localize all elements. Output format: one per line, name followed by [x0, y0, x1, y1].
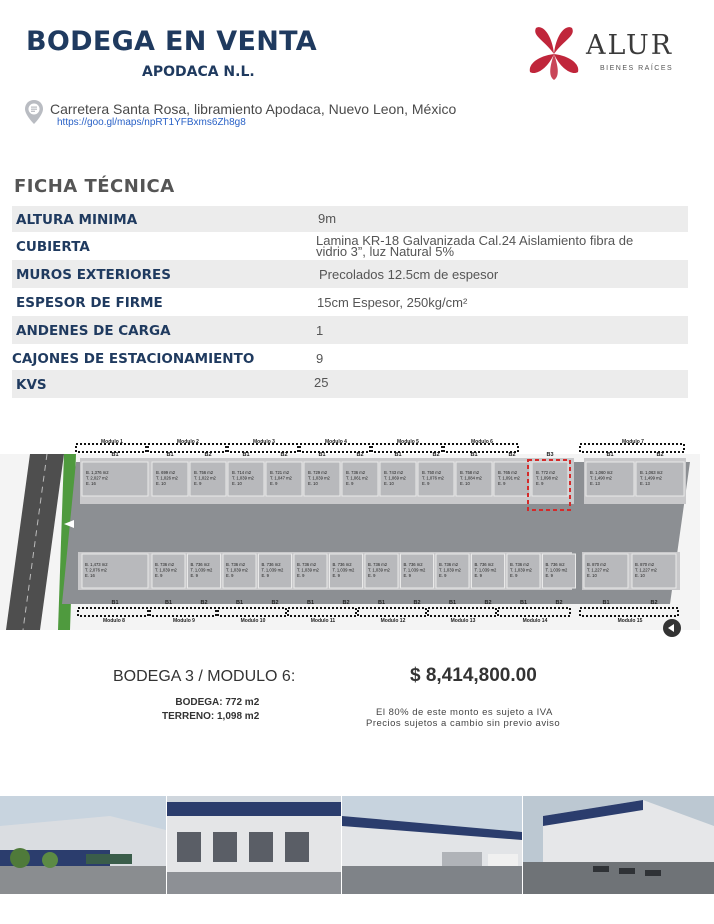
unit-text: T. 1,039 m2 — [368, 567, 390, 573]
alur-logo — [524, 26, 694, 82]
spec-value: 9 — [316, 351, 324, 366]
unit-text: B. 765 m2 — [498, 470, 518, 475]
spec-value: 9m — [318, 211, 337, 226]
spec-label: KVS — [16, 377, 47, 393]
unit-text: T. 1,227 m2 — [635, 567, 657, 573]
bay-label: B2 — [650, 600, 658, 606]
unit-text: E. 9 — [270, 481, 278, 486]
unit-text: E. 9 — [403, 573, 411, 578]
bay-label: B1 — [306, 600, 315, 606]
module-bracket — [148, 444, 226, 452]
unit-text: E. 9 — [368, 573, 376, 578]
warehouse-photo — [523, 796, 714, 894]
unit-text: T. 1,039 m2 — [308, 475, 330, 481]
unit-text: E. 9 — [226, 573, 234, 578]
unit-text: B. 758 m2 — [460, 470, 480, 475]
module-label: Modulo 4 — [325, 439, 347, 445]
unit-text: B. 714 m2 — [232, 470, 252, 475]
bay-label: B1 — [377, 600, 386, 606]
unit-text: E. 9 — [332, 573, 340, 578]
unit-text: T. 1,084 m2 — [460, 475, 482, 481]
unit-text: E. 9 — [155, 573, 163, 578]
unit-text: B. 736 m2 — [226, 562, 246, 567]
unit-text: B. 750 m2 — [422, 470, 442, 475]
unit-text: B. 736 m2 — [368, 562, 388, 567]
spec-value: Lamina KR-18 Galvanizada Cal.24 Aislamiento fibra de — [316, 233, 634, 248]
unit-text: B. 736 m2 — [510, 562, 530, 567]
unit-text: E. 9 — [346, 481, 354, 486]
spec-row — [12, 316, 688, 344]
unit-title: BODEGA 3 / MODULO 6: — [113, 668, 296, 685]
bay-label: B1 — [318, 452, 326, 458]
unit-text: T. 1,076 m2 — [422, 475, 444, 481]
module-label: Modulo 7 — [622, 439, 644, 445]
iva-note: El 80% de este monto es sujeto a IVA — [376, 707, 553, 718]
unit-text: B. 1,473 m2 — [85, 562, 108, 567]
bay-label: B1 — [602, 600, 610, 606]
unit-text: B. 870 m2 — [587, 562, 607, 567]
unit-text: E. 9 — [474, 573, 482, 578]
site-plan — [0, 436, 714, 630]
spec-row — [12, 370, 688, 398]
unit-text: B. 736 m2 — [474, 562, 494, 567]
bay-label: B1 — [242, 452, 250, 458]
spec-value: vidrio 3”, luz Natural 5% — [316, 244, 454, 259]
module-label: Modulo 3 — [253, 439, 275, 445]
spec-value: 1 — [316, 323, 324, 338]
unit-text: T. 1,061 m2 — [346, 475, 368, 481]
unit-text: B. 736 m2 — [439, 562, 459, 567]
bay-label: B1 — [448, 600, 457, 606]
unit-text: E. 9 — [510, 573, 518, 578]
module-label: Modulo 11 — [310, 618, 336, 624]
unit-text: T. 1,069 m2 — [384, 475, 406, 481]
unit-text: E. 10 — [460, 481, 470, 486]
unit-text: T. 1,039 m2 — [474, 567, 497, 573]
logo-name: ALUR — [586, 30, 674, 61]
arrow-left-icon[interactable] — [663, 619, 681, 637]
module-bracket — [580, 444, 684, 452]
unit-text: T. 2,076 m2 — [85, 567, 107, 573]
price-disclaimer: Precios sujetos a cambio sin previo aviso — [366, 718, 561, 729]
unit-text: E. 9 — [439, 573, 447, 578]
bay-label: B1 — [111, 452, 119, 458]
module-label: Modulo 5 — [397, 439, 419, 445]
bay-label: B1 — [235, 600, 244, 606]
unit-text: T. 1,490 m2 — [590, 475, 612, 481]
unit-text: B. 743 m2 — [384, 470, 404, 475]
unit-text: E. 10 — [232, 481, 242, 486]
bay-label: B1 — [606, 452, 614, 458]
price: $ 8,414,800.00 — [410, 665, 537, 686]
unit-text: E. 10 — [308, 481, 318, 486]
unit-text: E. 10 — [587, 573, 597, 578]
bay-label: B1 — [394, 452, 402, 458]
price-notes — [366, 707, 560, 729]
unit-text: B. 721 m2 — [270, 470, 290, 475]
unit-text: T. 1,227 m2 — [587, 567, 609, 573]
unit-text: T. 1,039 m2 — [232, 475, 254, 481]
module-bracket — [444, 444, 518, 452]
flower-logo-icon — [524, 26, 584, 82]
spec-value: 15cm Espesor, 250kg/cm² — [317, 295, 468, 310]
spec-label: ALTURA MINIMA — [16, 212, 138, 228]
bay-label: B2 — [656, 452, 664, 458]
bay-label: B1 — [164, 600, 173, 606]
spec-label: MUROS EXTERIORES — [16, 267, 171, 283]
unit-text: B. 772 m2 — [536, 470, 556, 475]
bay-label: B1 — [470, 452, 478, 458]
ficha-heading: FICHA TÉCNICA — [14, 176, 175, 197]
unit-text: T. 2,027 m2 — [86, 475, 108, 481]
bay-label: B2 — [342, 600, 350, 606]
spec-label: CAJONES DE ESTACIONAMIENTO — [12, 351, 255, 367]
logo-tagline: BIENES RAÍCES — [600, 65, 674, 72]
bay-label: B1 — [519, 600, 528, 606]
unit-text: E. 10 — [635, 573, 645, 578]
unit-text: E. 9 — [194, 481, 202, 486]
unit-text: E. 9 — [545, 573, 553, 578]
unit-text: T. 1,499 m2 — [640, 475, 662, 481]
page-subtitle: APODACA N.L. — [142, 64, 255, 80]
unit-text: B. 729 m2 — [308, 470, 328, 475]
module-label: Modulo 13 — [450, 618, 476, 624]
bay-label: B3 — [546, 452, 554, 458]
bay-label: B2 — [356, 452, 364, 458]
bodega-area: BODEGA: 772 m2 — [175, 697, 260, 708]
spec-label: ESPESOR DE FIRME — [16, 295, 163, 311]
warehouse-photo — [342, 796, 522, 894]
module-label: Modulo 12 — [380, 618, 406, 624]
unit-text: E. 9 — [190, 573, 198, 578]
spec-label: CUBIERTA — [16, 239, 90, 255]
unit-text: B. 736 m2 — [297, 562, 317, 567]
spec-row — [12, 344, 688, 370]
module-label: Modulo 2 — [177, 439, 199, 445]
unit-text: B. 756 m2 — [194, 470, 214, 475]
unit-text: T. 1,039 m2 — [155, 567, 177, 573]
spec-row — [12, 260, 688, 288]
unit-text: B. 736 m2 — [190, 562, 210, 567]
unit-text: B. 1,063 m2 — [640, 470, 663, 475]
terreno-area: TERRENO: 1,098 m2 — [162, 711, 260, 722]
spec-row — [12, 232, 688, 260]
bay-label: B2 — [280, 452, 288, 458]
module-label: Modulo 10 — [240, 618, 266, 624]
unit-text: B. 870 m2 — [635, 562, 655, 567]
unit-text: T. 1,039 m2 — [403, 567, 426, 573]
unit-text: T. 1,022 m2 — [194, 475, 216, 481]
address-text: Carretera Santa Rosa, libramiento Apodaca, Nuevo Leon, México — [50, 101, 457, 117]
unit-text: E. 9 — [536, 481, 544, 486]
unit-text: B. 736 m2 — [332, 562, 352, 567]
unit-text: T. 1,039 m2 — [226, 567, 248, 573]
module-label: Modulo 15 — [617, 618, 643, 624]
spec-value: 25 — [314, 375, 329, 390]
bay-label: B2 — [200, 600, 208, 606]
unit-text: T. 1,026 m2 — [156, 475, 178, 481]
unit-text: E. 9 — [498, 481, 506, 486]
unit-text: T. 1,039 m2 — [261, 567, 284, 573]
location-pin-icon — [24, 99, 44, 125]
bay-label: B1 — [111, 600, 119, 606]
unit-text: E. 10 — [156, 481, 166, 486]
bay-label: B1 — [166, 452, 174, 458]
module-bracket — [228, 444, 298, 452]
bay-label: B2 — [508, 452, 516, 458]
page-title: BODEGA EN VENTA — [26, 26, 317, 57]
unit-text: B. 736 m2 — [346, 470, 366, 475]
unit-text: E. 9 — [422, 481, 430, 486]
bay-label: B2 — [432, 452, 440, 458]
module-bracket — [300, 444, 370, 452]
unit-text: E. 16 — [86, 481, 96, 486]
module-label: Modulo 1 — [101, 439, 123, 445]
unit-text: B. 1,060 m2 — [590, 470, 613, 475]
bay-label: B2 — [413, 600, 421, 606]
warehouse-photo — [0, 796, 166, 894]
spec-label: ANDENES DE CARGA — [16, 323, 171, 339]
unit-text: E. 13 — [590, 481, 600, 486]
unit-text: E. 10 — [384, 481, 394, 486]
map-link[interactable]: https://goo.gl/maps/npRT1YFBxms6Zh8g8 — [57, 117, 246, 128]
bay-label: B2 — [271, 600, 279, 606]
unit-text: T. 1,039 m2 — [510, 567, 532, 573]
unit-text: T. 1,091 m2 — [498, 475, 520, 481]
module-label: Modulo 14 — [522, 618, 548, 624]
module-label: Modulo 8 — [103, 618, 125, 624]
module-label: Modulo 9 — [173, 618, 195, 624]
unit-text: T. 1,039 m2 — [332, 567, 355, 573]
module-bracket — [76, 444, 146, 452]
bay-label: B2 — [484, 600, 492, 606]
unit-text: T. 1,039 m2 — [439, 567, 461, 573]
unit-text: B. 736 m2 — [261, 562, 281, 567]
unit-text: B. 736 m2 — [545, 562, 565, 567]
unit-text: E. 9 — [297, 573, 305, 578]
unit-text: E. 13 — [640, 481, 650, 486]
unit-text: E. 9 — [261, 573, 269, 578]
unit-text: T. 1,039 m2 — [545, 567, 568, 573]
arrow-left-glyph-icon — [663, 619, 681, 637]
unit-text: T. 1,047 m2 — [270, 475, 292, 481]
unit-details — [162, 696, 259, 724]
unit-text: B. 699 m2 — [156, 470, 176, 475]
photo-strip — [0, 796, 714, 894]
bay-label: B2 — [555, 600, 563, 606]
spec-row — [12, 206, 688, 232]
module-label: Modulo 6 — [471, 439, 493, 445]
unit-text: B. 1,376 m2 — [86, 470, 109, 475]
unit-text: T. 1,039 m2 — [190, 567, 213, 573]
bay-label: B2 — [204, 452, 212, 458]
unit-text: B. 736 m2 — [403, 562, 423, 567]
spec-row — [12, 288, 688, 316]
unit-text: T. 1,039 m2 — [297, 567, 319, 573]
unit-text: E. 16 — [85, 573, 95, 578]
unit-text: T. 1,098 m2 — [536, 475, 558, 481]
unit-text: B. 736 m2 — [155, 562, 175, 567]
warehouse-photo — [167, 796, 341, 894]
spec-value: Precolados 12.5cm de espesor — [319, 267, 499, 282]
module-bracket — [372, 444, 442, 452]
